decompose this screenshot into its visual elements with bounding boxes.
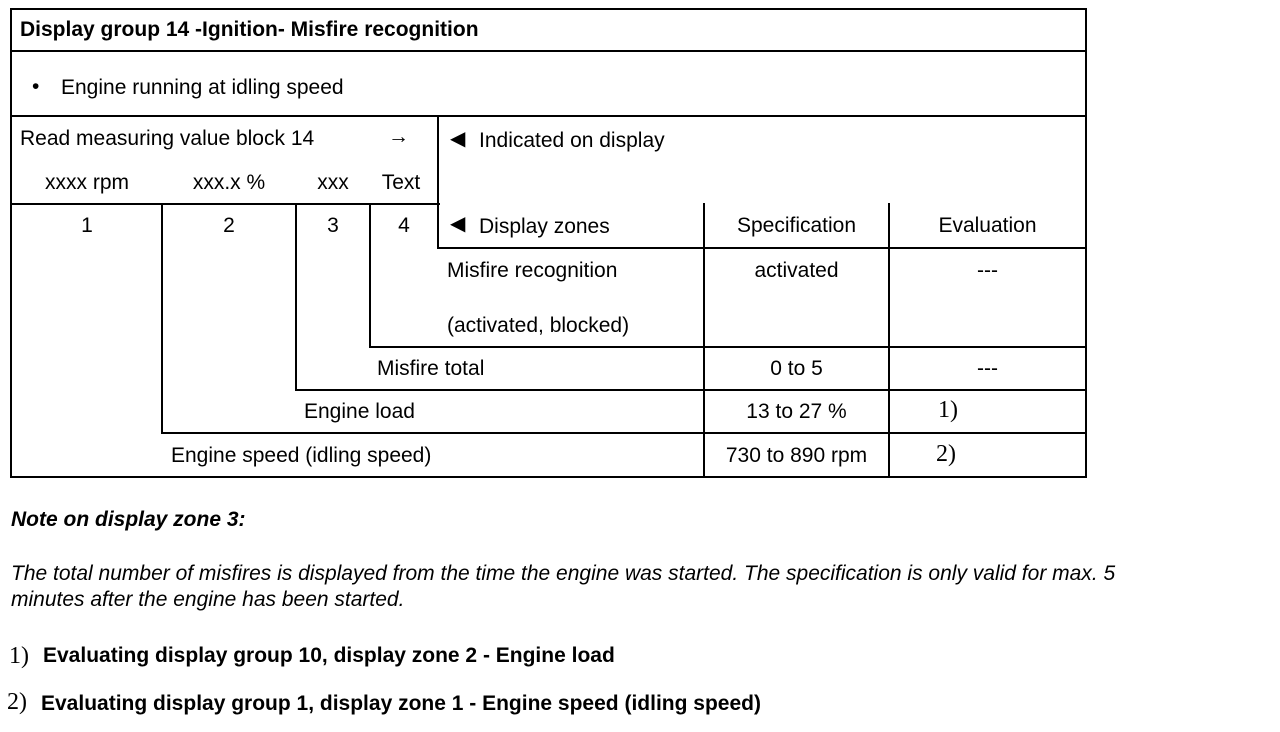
unit-zone-4: Text [381,171,421,194]
footnote-1-text: Evaluating display group 10, display zone 2 - Engine load [43,644,615,667]
display-zones-marker-icon: ◀ [450,213,466,235]
zone1-evaluation: 2) [936,441,956,467]
footnote-2-marker: 2) [7,689,27,715]
header-evaluation: Evaluation [938,214,1037,237]
indicated-marker-icon: ◀ [450,128,466,150]
zone3-evaluation: --- [977,357,998,380]
unit-zone-3: xxx [317,171,349,194]
zone1-specification: 730 to 890 rpm [725,444,868,467]
zone-number-1: 1 [81,214,93,237]
zone3-specification: 0 to 5 [770,357,823,380]
table-title: Display group 14 -Ignition- Misfire recognition [20,18,479,41]
footnote-1-marker: 1) [9,643,29,669]
zone4-label: Misfire recognition [447,259,618,282]
header-display-zones: Display zones [479,215,610,238]
zone2-evaluation: 1) [938,397,958,423]
zone2-specification: 13 to 27 % [746,400,847,423]
unit-zone-2: xxx.x % [192,171,266,194]
note-line-2: minutes after the engine has been started. [11,588,405,611]
zone4-evaluation: --- [977,259,998,282]
condition-text: Engine running at idling speed [61,76,344,99]
zone4-sublabel: (activated, blocked) [447,314,630,337]
read-block-label: Read measuring value block 14 [20,127,315,150]
note-heading: Note on display zone 3: [11,508,246,531]
footnote-2-text: Evaluating display group 1, display zone 1 - Engine speed (idling speed) [41,692,761,715]
right-arrow-icon: → [388,125,409,148]
bullet-icon: • [32,75,40,98]
header-specification: Specification [736,214,857,237]
zone1-label: Engine speed (idling speed) [171,444,432,467]
note-line-1: The total number of misfires is displayed from the time the engine was started. The specification is only valid for max. 5 [11,562,1116,585]
zone-number-2: 2 [223,214,235,237]
zone3-label: Misfire total [377,357,485,380]
zone-number-3: 3 [327,214,339,237]
unit-zone-1: xxxx rpm [45,171,129,194]
zone4-specification: activated [754,259,839,282]
zone-number-4: 4 [398,214,410,237]
indicated-label: Indicated on display [479,129,665,152]
zone2-label: Engine load [304,400,415,423]
